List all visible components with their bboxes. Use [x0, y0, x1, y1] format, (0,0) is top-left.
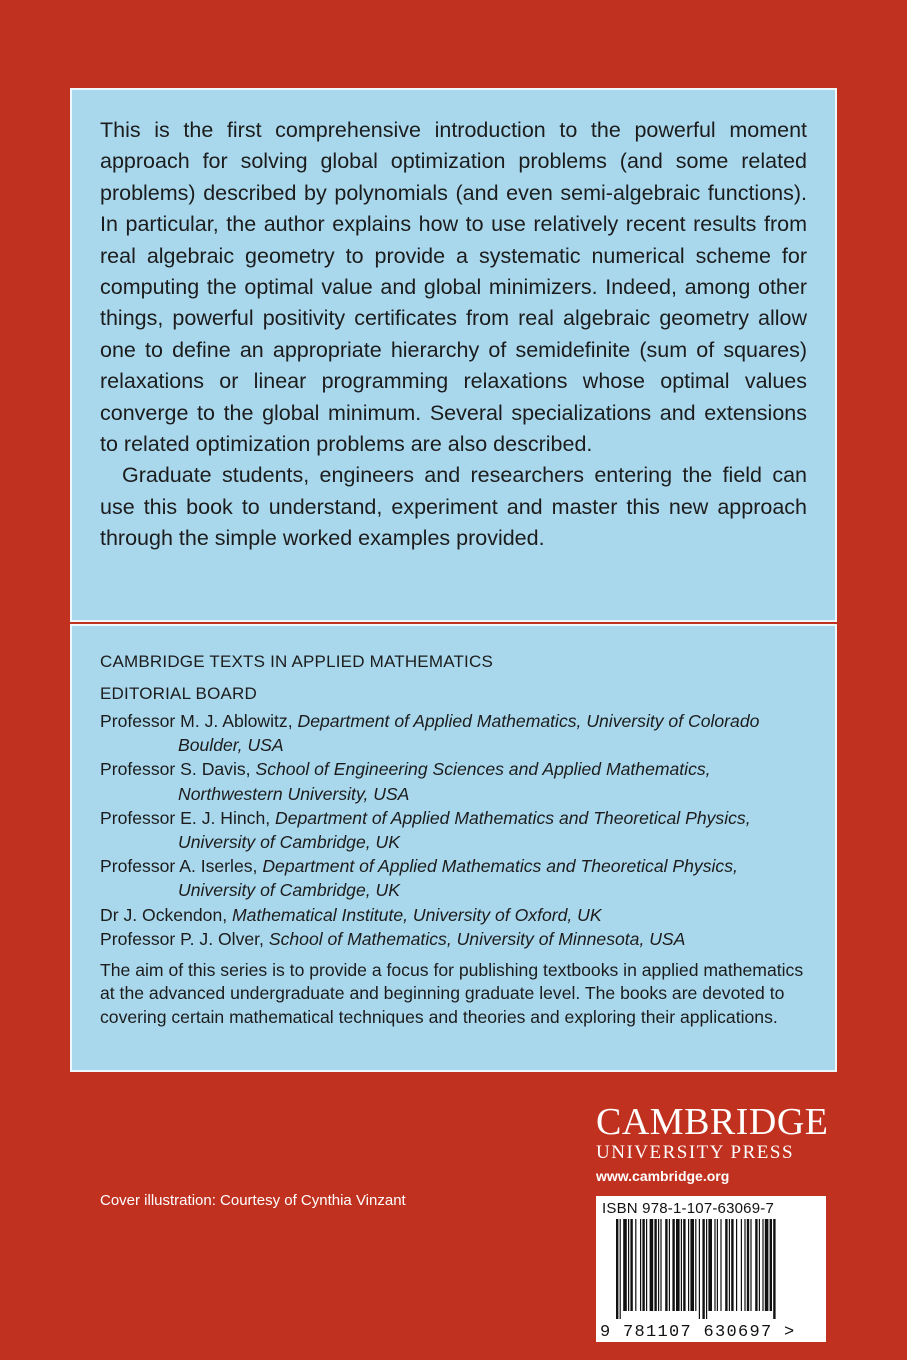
member-affiliation: School of Mathematics, University of Minnesota, USA — [268, 928, 686, 949]
board-member — [100, 903, 807, 927]
barcode-bar — [650, 1219, 654, 1311]
barcode-bar — [708, 1219, 712, 1311]
publisher-name: CAMBRIDGE — [596, 1101, 829, 1143]
barcode-bar — [729, 1219, 730, 1311]
barcode-bar — [616, 1219, 618, 1319]
barcode-bar — [702, 1219, 704, 1319]
barcode-bar — [759, 1219, 760, 1311]
member-name: Professor P. J. Olver, — [100, 928, 264, 949]
member-affiliation: Department of Applied Mathematics and Theoretical Physics, University of Cambridge, UK — [178, 807, 751, 853]
barcode-bar — [736, 1219, 737, 1311]
isbn-barcode — [596, 1196, 826, 1342]
description-paragraph-1: This is the first comprehensive introduction to the powerful moment approach for solving global optimization problems (and some related problems) described by polynomials (and even semi-algebraic functions). In particular, the author explains how to use relatively recent results from real algebraic geometry to provide a systematic numerical scheme for computing the optimal value and global minimizers. Indeed, among other things, powerful positivity certificates from real algebraic geometry allow one to define an appropriate hierarchy of semidefinite (sum of squares) relaxations or linear programming relaxations whose optimal values converge to the global minimum. Several specializations and extensions to related optimization problems are also described. — [100, 118, 807, 457]
barcode-bar — [755, 1219, 757, 1311]
member-affiliation: Department of Applied Mathematics and Theoretical Physics, University of Cambridge, UK — [178, 856, 738, 901]
barcode-bar — [646, 1219, 647, 1311]
barcode-bar — [620, 1219, 621, 1319]
barcode-bar — [658, 1219, 659, 1311]
barcode-bar — [660, 1219, 661, 1311]
barcode-bar — [642, 1219, 644, 1311]
barcode-bar — [765, 1219, 769, 1311]
board-member — [100, 854, 807, 902]
barcode-bar — [699, 1219, 700, 1319]
barcode-bar — [654, 1219, 656, 1311]
barcode-bar — [676, 1219, 680, 1311]
editorial-board-title: EDITORIAL BOARD — [100, 684, 257, 703]
member-affiliation: Department of Applied Mathematics, University of Colorado Boulder, USA — [178, 711, 760, 756]
barcode-bar — [683, 1219, 685, 1311]
barcode-bar — [681, 1219, 682, 1311]
barcode-bars — [602, 1219, 820, 1319]
board-member — [100, 709, 807, 757]
barcode-bar — [706, 1219, 707, 1319]
series-aim: The aim of this series is to provide a focus for publishing textbooks in applied mathematics at the advanced undergraduate and beginning graduate level. The books are devoted to covering certain mathematical techniques and theories and exploring their applications. — [100, 960, 804, 1027]
member-name: Professor M. J. Ablowitz, — [100, 711, 293, 731]
barcode-bar — [714, 1219, 715, 1311]
barcode-bar — [630, 1219, 632, 1311]
barcode-bar — [741, 1219, 742, 1311]
member-name: Dr J. Ockendon, — [100, 904, 228, 925]
barcode-bar — [695, 1219, 696, 1311]
barcode-bar — [747, 1219, 749, 1311]
barcode-bar — [762, 1219, 763, 1311]
barcode-bar — [773, 1219, 775, 1319]
barcode-bar — [731, 1219, 733, 1311]
barcode-bar — [717, 1219, 718, 1311]
barcode-bar — [744, 1219, 745, 1311]
barcode-bar — [635, 1219, 636, 1311]
barcode-bar — [725, 1219, 727, 1311]
member-name: Professor E. J. Hinch, — [100, 807, 271, 828]
barcode-bar — [665, 1219, 667, 1311]
barcode-bar — [720, 1219, 721, 1311]
barcode-bar — [770, 1219, 772, 1311]
barcode-bar — [623, 1219, 627, 1311]
publisher-subtitle: UNIVERSITY PRESS — [596, 1142, 795, 1163]
cover-credit: Cover illustration: Courtesy of Cynthia Vinzant — [100, 1192, 406, 1209]
publisher-url: www.cambridge.org — [596, 1168, 730, 1184]
member-name: Professor S. Davis, — [100, 759, 251, 780]
barcode-bar — [640, 1219, 641, 1311]
barcode-bar — [750, 1219, 751, 1311]
series-title: CAMBRIDGE TEXTS IN APPLIED MATHEMATICS — [100, 652, 493, 671]
member-name: Professor A. Iserles, — [100, 856, 258, 877]
editorial-board-list — [100, 709, 807, 951]
isbn-label: ISBN 978-1-107-63069-7 — [602, 1200, 775, 1217]
barcode-bar — [688, 1219, 689, 1311]
board-member — [100, 927, 807, 951]
board-member — [100, 757, 807, 805]
description-paragraph-2: Graduate students, engineers and researchers entering the field can use this book to understand, experiment and master this new approach through the simple worked examples provided. — [100, 463, 807, 551]
publisher-logo — [596, 1101, 829, 1184]
barcode-bar — [628, 1219, 629, 1311]
member-affiliation: Mathematical Institute, University of Oxford, UK — [232, 904, 602, 925]
series-panel — [70, 624, 837, 1072]
barcode-bar — [690, 1219, 694, 1311]
barcode-bar — [669, 1219, 670, 1311]
barcode-digits: 9 781107 630697 > — [600, 1323, 796, 1342]
barcode-bar — [672, 1219, 674, 1311]
board-member — [100, 806, 807, 854]
member-affiliation: School of Engineering Sciences and Applied Mathematics, Northwestern University, USA — [178, 759, 711, 804]
description-panel — [70, 88, 837, 622]
